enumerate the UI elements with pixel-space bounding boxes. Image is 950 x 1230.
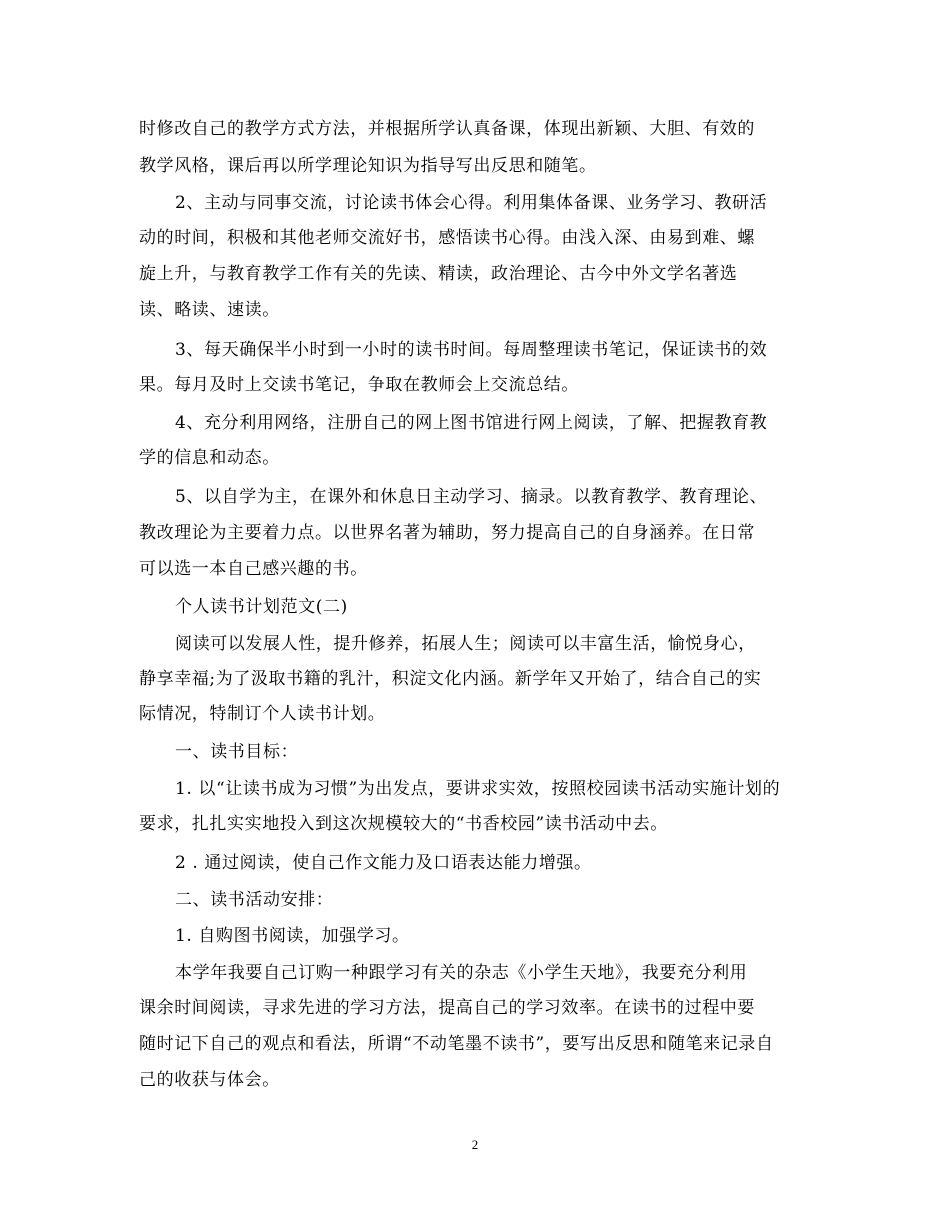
text-line: 2、主动与同事交流，讨论读书体会心得。利用集体备课、业务学习、教研活 <box>175 193 768 213</box>
text-line: 2 . 通过阅读，使自己作文能力及口语表达能力增强。 <box>175 853 592 873</box>
text-line: 4、充分利用网络，注册自己的网上图书馆进行网上阅读，了解、把握教育教 <box>175 413 768 433</box>
text-line: 际情况，特制订个人读书计划。 <box>139 704 386 724</box>
text-line: 1. 以“让读书成为习惯”为出发点，要讲求实效，按照校园读书活动实施计划的 <box>175 779 781 799</box>
text-line: 3、每天确保半小时到一小时的读书时间。每周整理读书笔记，保证读书的效 <box>175 340 768 360</box>
text-line: 要求，扎扎实实地投入到这次规模较大的“书香校园”读书活动中去。 <box>139 814 668 834</box>
text-line: 可以选一本自己感兴趣的书。 <box>139 559 368 579</box>
text-line: 随时记下自己的观点和看法，所谓“不动笔墨不读书”，要写出反思和随笔来记录自 <box>139 1034 774 1054</box>
text-line: 静享幸福;为了汲取书籍的乳汁，积淀文化内涵。新学年又开始了，结合自己的实 <box>139 669 762 689</box>
text-line: 阅读可以发展人性，提升修养，拓展人生；阅读可以丰富生活，愉悦身心， <box>175 634 756 654</box>
text-line: 读、略读、速读。 <box>139 300 280 320</box>
text-line: 旋上升，与教育教学工作有关的先读、精读，政治理论、古今中外文学名著选 <box>139 264 738 284</box>
text-line: 果。每月及时上交读书笔记，争取在教师会上交流总结。 <box>139 375 579 395</box>
text-line: 己的收获与体会。 <box>139 1070 280 1090</box>
subheading: 二、读书活动安排： <box>175 890 334 910</box>
text-line: 教学风格，课后再以所学理论知识为指导写出反思和随笔。 <box>139 156 597 176</box>
text-line: 学的信息和动态。 <box>139 448 280 468</box>
text-line: 5、以自学为主，在课外和休息日主动学习、摘录。以教育教学、教育理论、 <box>175 487 768 507</box>
text-line: 时修改自己的教学方式方法，并根据所学认真备课，体现出新颖、大胆、有效的 <box>139 119 755 139</box>
section-heading: 个人读书计划范文(二) <box>175 597 348 617</box>
page-number: 2 <box>471 1137 479 1152</box>
text-line: 课余时间阅读，寻求先进的学习方法，提高自己的学习效率。在读书的过程中要 <box>139 998 755 1018</box>
text-line: 教改理论为主要着力点。以世界名著为辅助，努力提高自己的自身涵养。在日常 <box>139 523 755 543</box>
subheading: 一、读书目标： <box>175 742 299 762</box>
text-line: 本学年我要自己订购一种跟学习有关的杂志《小学生天地》，我要充分利用 <box>175 963 748 983</box>
text-line: 动的时间，积极和其他老师交流好书，感悟读书心得。由浅入深、由易到难、螺 <box>139 228 755 248</box>
text-line: 1. 自购图书阅读，加强学习。 <box>175 926 410 946</box>
